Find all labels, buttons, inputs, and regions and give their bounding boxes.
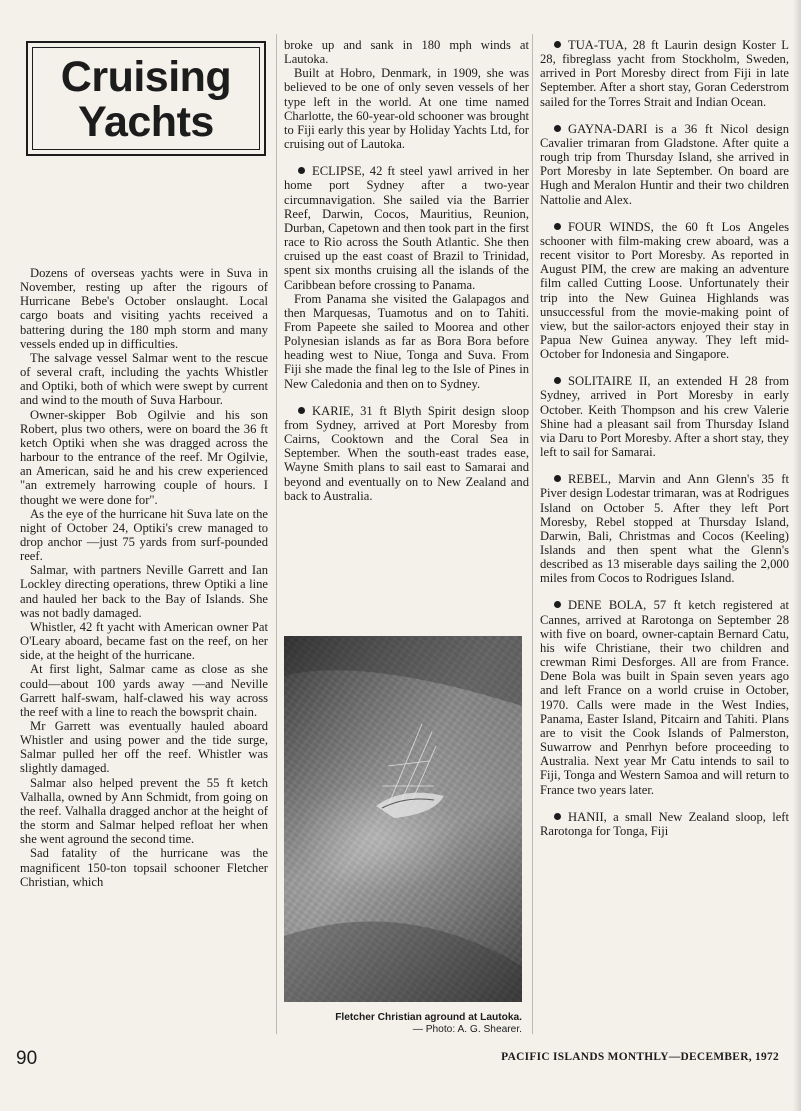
item-text: HANII, a small New Zealand sloop, left Rarotonga for Tonga, Fiji [540, 809, 789, 838]
yacht-item-dene-bola [540, 598, 789, 796]
bullet-icon [298, 167, 305, 174]
paragraph: Owner-skipper Bob Ogilvie and his son Robert, plus two others, were on board the 36 ft ketch Optiki when she was dragged across the harbour to the entrance of the reef. Mr Ogilvie, an American, said he and his crew experienced "an extremely harrowing couple of hours. I thought we were done for". [20, 407, 268, 507]
item-text: TUA-TUA, 28 ft Laurin design Koster L 28, fibreglass yacht from Stockholm, Sweden, arrived in Port Moresby direct from Fiji in late September. After a short stay, Goran Cederstrom sailed for the Torres Strait and Indian Ocean. [540, 38, 789, 109]
paragraph: Salmar also helped prevent the 55 ft ketch Valhalla, owned by Ann Schmidt, from going on the reef. Valhalla dragged anchor at the height of the storm and Salmar helped refloat her when she went aground the second time. [20, 775, 268, 847]
paragraph: Whistler, 42 ft yacht with American owner Pat O'Leary aboard, became fast on the reef, on her side, at the height of the hurricane. [20, 619, 268, 663]
paragraph: Dozens of overseas yachts were in Suva in November, resting up after the rigours of Hurricane Bebe's October onslaught. Local cargo boats and visiting yachts received a battering during the 180 mph storm and many vessels ended up in difficulties. [20, 266, 268, 351]
item-text: FOUR WINDS, the 60 ft Los Angeles schooner with film-making crew aboard, was a recent visitor to Port Moresby. As reported in August PIM, the crew are making an adventure film called Cutting Loose. Unfortunately their trip into the New Guinea Highlands was unsuccessful from the movie-making point of view, but the sailor-actors enjoyed their stay in Papua New Guinea anyway. They left mid-October for Indonesia and Singapore. [540, 219, 789, 362]
paragraph: Built at Hobro, Denmark, in 1909, she was believed to be one of only seven vessels of her type left in the world. At one time named Charlotte, the 60-year-old schooner was brought to Fiji early this year by Holiday Yachts Ltd, for cruising out of Lautoka. [284, 66, 529, 152]
paragraph: Salmar, with partners Neville Garrett and Ian Lockley directing operations, threw Optiki a line and hauled her back to the Bay of Islands. She was not badly damaged. [20, 563, 268, 620]
magazine-footer: PACIFIC ISLANDS MONTHLY—DECEMBER, 1972 [501, 1051, 779, 1063]
column-2 [284, 38, 529, 503]
caption-text: Fletcher Christian aground at Lautoka. [335, 1012, 522, 1023]
paragraph: The salvage vessel Salmar went to the rescue of several craft, including the yachts Whistler and Optiki, both of which were swept by current and wind to the mouth of Suva Harbour. [20, 350, 268, 408]
bullet-icon [554, 813, 561, 820]
yacht-item-solitaire-ii [540, 374, 789, 459]
bullet-icon [554, 125, 561, 132]
headline [28, 55, 264, 145]
page-edge-shadow [793, 0, 801, 1111]
bullet-icon [554, 475, 561, 482]
yacht-item-karie [284, 404, 529, 503]
paragraph: From Panama she visited the Galapagos and then Marquesas, Tuamotus and on to Tahiti. From Papeete she sailed to Moorea and other Polynesian islands as far as Bora Bora before heading west to Niue, Tonga and Suva. From Fiji she made the final leg to the Isle of Pines in New Caledonia and then on to Sydney. [284, 291, 529, 391]
yacht-item-four-winds [540, 220, 789, 362]
headline-box [26, 41, 266, 156]
paragraph: Mr Garrett was eventually hauled aboard Whistler and using power and the tide surge, Salmar pulled her off the reef. Whistler was slightly damaged. [20, 719, 268, 776]
item-text: KARIE, 31 ft Blyth Spirit design sloop from Sydney, arrived at Port Moresby from Cairns, Cooktown and the Coral Sea in September. When the south-east trades ease, Wayne Smith plans to sail east to Samarai and beyond and eventually on to New Zealand and back to Australia. [284, 403, 529, 503]
photo-illustration [284, 636, 522, 1002]
photo-credit: — Photo: A. G. Shearer. [412, 1024, 522, 1035]
bullet-icon [554, 377, 561, 384]
yacht-item-rebel [540, 472, 789, 585]
item-text: GAYNA-DARI is a 36 ft Nicol design Cavalier trimaran from Gladstone. After quite a rough trip from Thursday Island, she arrived in Port Moresby in late September. On board are Hugh and Meralon Huntir and their two children Nattolie and Alex. [540, 121, 789, 207]
item-text: DENE BOLA, 57 ft ketch registered at Cannes, arrived at Rarotonga on September 28 with five on board, owner-captain Bernard Catu, his wife Christiane, their two children and crewman Rimi Desforges. All are from France. Dene Bola was built in Spain seven years ago and left France on a world cruise in October, 1970. Calls were made in the West Indies, Panama, Easter Island, Pitcairn and Tahiti. Plans are to visit the Cook Islands of Palmerston, Suwarrow and Penrhyn before proceeding to Australia. Next year Mr Catu intends to sail to Fiji, Tonga and Western Samoa and will return to France two years later. [540, 598, 789, 797]
paragraph: broke up and sank in 180 mph winds at Lautoka. [284, 38, 529, 67]
column-3 [540, 38, 789, 838]
bullet-icon [554, 41, 561, 48]
bullet-icon [554, 601, 561, 608]
headline-line-2: Yachts [78, 98, 214, 146]
paragraph: At first light, Salmar came as close as she could—about 100 yards away —and Neville Garrett half-swam, half-clawed his way across the reef with a line to reach the bowsprit chain. [20, 662, 268, 719]
yacht-item-eclipse [284, 164, 529, 291]
bullet-icon [298, 407, 305, 414]
item-text: REBEL, Marvin and Ann Glenn's 35 ft Piver design Lodestar trimaran, was at Rodrigues Island on October 5. After they left Port Moresby, Rebel stopped at Thursday Island, Darwin, Bali, Christmas and Cocos (Keeling) Islands and then spent what the Glenn's described as 13 miserable days sailing the 2,000 miles from Cocos to Rodrigues Island. [540, 472, 789, 586]
paragraph: Sad fatality of the hurricane was the magnificent 150-ton topsail schooner Fletcher Christian, which [20, 846, 268, 889]
photo-fletcher-christian [284, 636, 522, 1002]
headline-line-1: Cruising [60, 53, 232, 101]
item-text: SOLITAIRE II, an extended H 28 from Sydney, arrived in Port Moresby in early October. Keith Thompson and his crew Valerie Shine had a pleasant sail from Thursday Island via Daru to Port Moresby. After a short stay, they left to sail for Samarai. [540, 374, 789, 460]
item-text: ECLIPSE, 42 ft steel yawl arrived in her home port Sydney after a two-year circumnavigation. She sailed via the Barrier Reef, Darwin, Cocos, Mauritius, Reunion, Durban, Capetown and then took part in the first race to Rio across the South Atlantic. She then cruised up the east coast of Brazil to Trinidad, spent six months cruising all the islands of the Caribbean before crossing to Panama. [284, 164, 529, 292]
yacht-item-gayna-dari [540, 122, 789, 207]
column-1 [20, 266, 268, 889]
column-divider [276, 34, 277, 1034]
photo-caption [284, 1012, 522, 1036]
column-divider [532, 34, 533, 1034]
paragraph: As the eye of the hurricane hit Suva late on the night of October 24, Optiki's crew managed to drop anchor —just 75 yards from surf-pounded reef. [20, 506, 268, 564]
page-number: 90 [16, 1048, 38, 1069]
yacht-item-hanii [540, 810, 789, 838]
yacht-item-tua-tua [540, 38, 789, 109]
bullet-icon [554, 223, 561, 230]
